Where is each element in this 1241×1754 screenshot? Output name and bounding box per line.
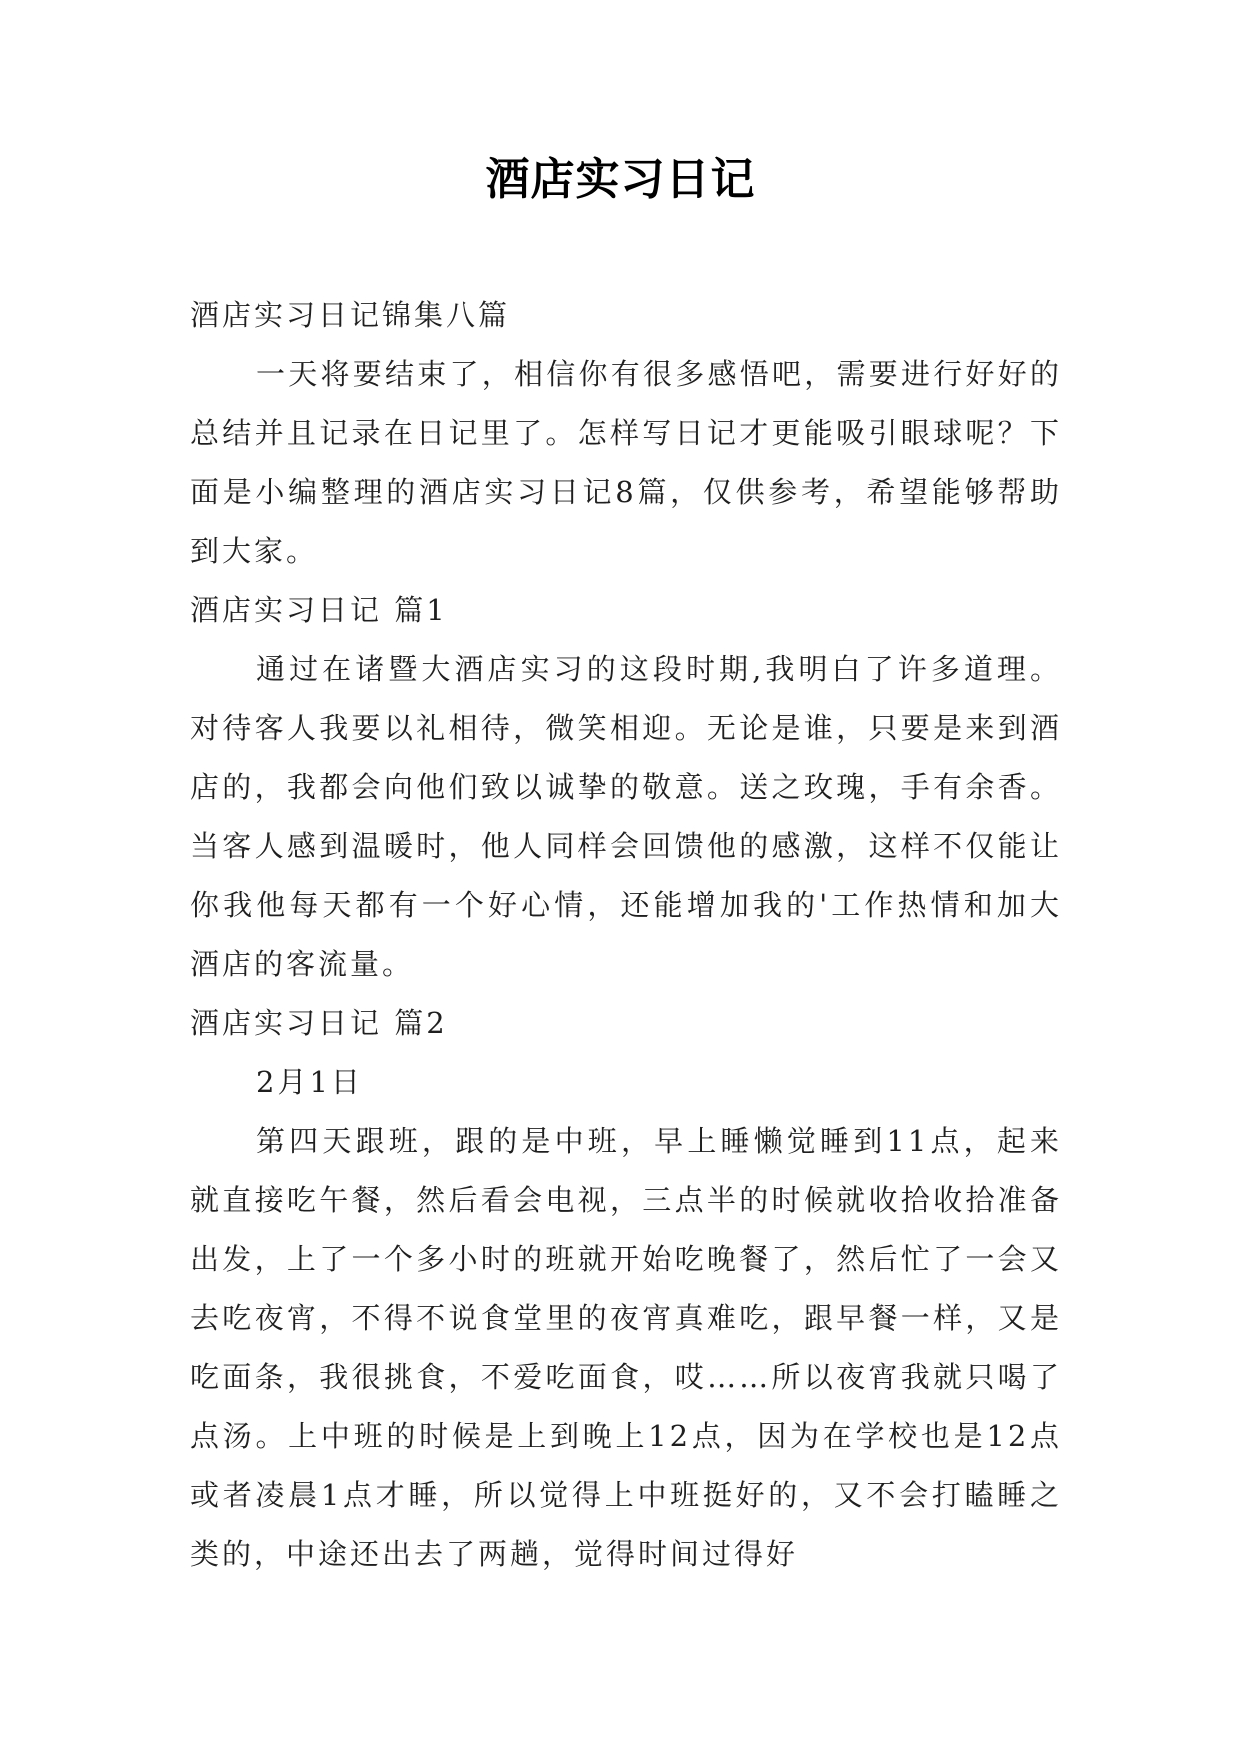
- section-heading-2: 酒店实习日记 篇2: [190, 1006, 448, 1040]
- document-body: [190, 286, 1062, 1584]
- date-line: 2月1日: [256, 1065, 363, 1099]
- collection-heading: 酒店实习日记锦集八篇: [190, 298, 511, 332]
- section-2-paragraph: 第四天跟班，跟的是中班，早上睡懒觉睡到11点，起来就直接吃午餐，然后看会电视，三点半的时候就收拾收拾准备出发，上了一个多小时的班就开始吃晚餐了，然后忙了一会又去吃夜宵，不得不说食堂里的夜宵真难吃，跟早餐一样，又是吃面条，我很挑食，不爱吃面食，哎……所以夜宵我就只喝了点汤。上中班的时候是上到晚上12点，因为在学校也是12点或者凌晨1点才睡，所以觉得上中班挺好的，又不会打瞌睡之类的，中途还出去了两趟，觉得时间过得好: [190, 1124, 1062, 1571]
- section-heading-1: 酒店实习日记 篇1: [190, 593, 448, 627]
- section-1-paragraph: 通过在诸暨大酒店实习的这段时期,我明白了许多道理。对待客人我要以礼相待，微笑相迎。无论是谁，只要是来到酒店的，我都会向他们致以诚挚的敬意。送之玫瑰，手有余香。当客人感到温暖时，他人同样会回馈他的感激，这样不仅能让你我他每天都有一个好心情，还能增加我的'工作热情和加大酒店的客流量。: [190, 652, 1062, 981]
- document-title: 酒店实习日记: [485, 154, 756, 205]
- intro-paragraph: 一天将要结束了，相信你有很多感悟吧，需要进行好好的总结并且记录在日记里了。怎样写日记才更能吸引眼球呢？下面是小编整理的酒店实习日记8篇，仅供参考，希望能够帮助到大家。: [190, 357, 1062, 568]
